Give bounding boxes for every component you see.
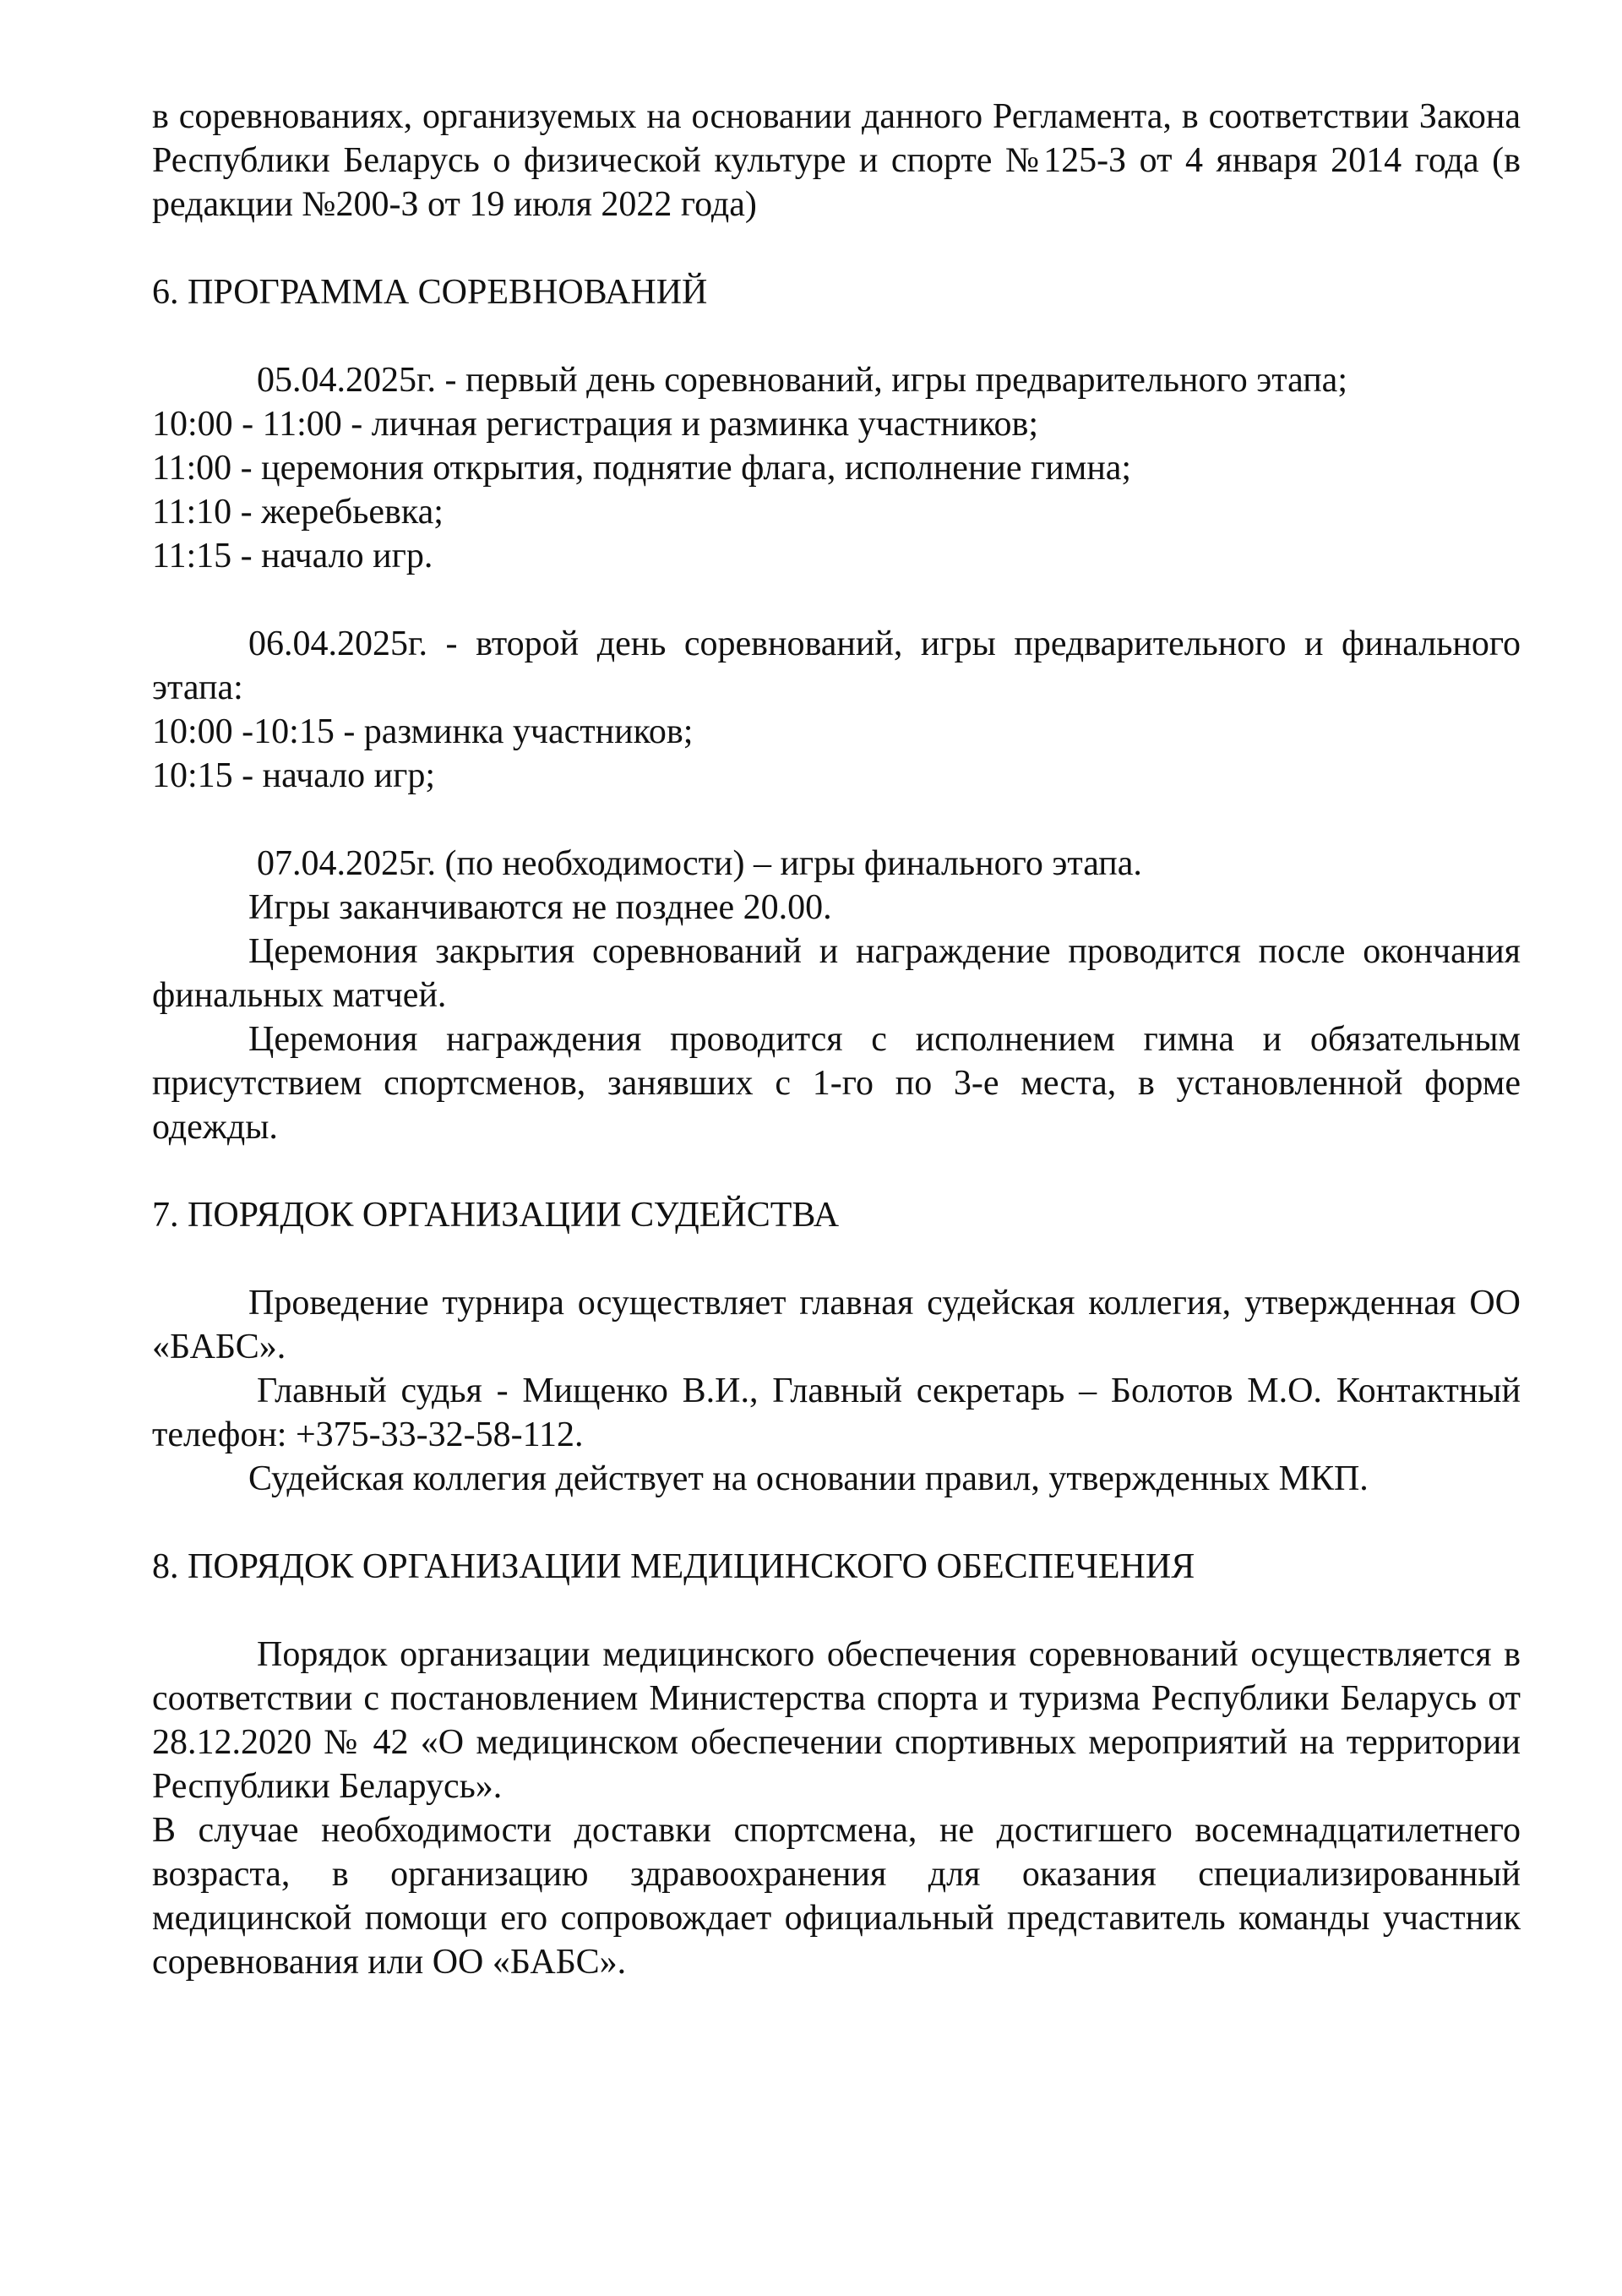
section-6-heading: 6. ПРОГРАММА СОРЕВНОВАНИЙ [152,273,708,312]
judging-paragraph-3: Судейская коллегия действует на основании правил, утвержденных МКП. [248,1459,1369,1498]
intro-paragraph: в соревнованиях, организуемых на основании данного Регламента, в соответствии Закона Республики Беларусь о физической культуре и спорте №125-З от 4 января 2014 года (в редакции №200-З от 19 июля 2022 года) [152,97,1521,224]
day1-item: 11:15 - начало игр. [152,537,433,575]
day1-item: 10:00 - 11:00 - личная регистрация и разминка участников; [152,405,1039,444]
awards-ceremony-text: Церемония награждения проводится с исполнением гимна и обязательным присутствием спортсменов, занявших с 1-го по 3-е места, в установленной форме одежды. [152,1020,1521,1147]
day2-title: 06.04.2025г. - второй день соревнований, игры предварительного и финального этапа: [152,624,1521,707]
medical-paragraph-1: Порядок организации медицинского обеспечения соревнований осуществляется в соответствии с постановлением Министерства спорта и туризма Республики Беларусь от 28.12.2020 № 42 «О медицинском обеспечении спортивных мероприятий на территории Республики Беларусь». [152,1635,1521,1806]
day1-title: 05.04.2025г. - первый день соревнований, игры предварительного этапа; [257,361,1347,400]
judging-paragraph-2: Главный судья - Мищенко В.И., Главный секретарь – Болотов М.О. Контактный телефон: +375-33-32-58-112. [152,1372,1521,1454]
games-end-note: Игры заканчиваются не позднее 20.00. [248,888,832,927]
medical-paragraph-2: В случае необходимости доставки спортсмена, не достигшего восемнадцатилетнего возраста, в организацию здравоохранения для оказания специализированный медицинской помощи его сопровождает официальный представитель команды участник соревнования или ОО «БАБС». [152,1811,1521,1982]
document-page [152,95,1521,1984]
day2-item: 10:00 -10:15 - разминка участников; [152,712,694,751]
judging-paragraph-1: Проведение турнира осуществляет главная судейская коллегия, утвержденная ОО «БАБС». [152,1284,1521,1366]
closing-ceremony-text: Церемония закрытия соревнований и награждение проводится после окончания финальных матчей. [152,932,1521,1015]
day1-item: 11:10 - жеребьевка; [152,493,444,532]
day1-item: 11:00 - церемония открытия, поднятие флага, исполнение гимна; [152,449,1132,488]
day3-title: 07.04.2025г. (по необходимости) – игры финального этапа. [257,844,1142,883]
section-7-heading: 7. ПОРЯДОК ОРГАНИЗАЦИИ СУДЕЙСТВА [152,1196,840,1235]
day2-item: 10:15 - начало игр; [152,756,436,795]
section-8-heading: 8. ПОРЯДОК ОРГАНИЗАЦИИ МЕДИЦИНСКОГО ОБЕСПЕЧЕНИЯ [152,1547,1195,1586]
